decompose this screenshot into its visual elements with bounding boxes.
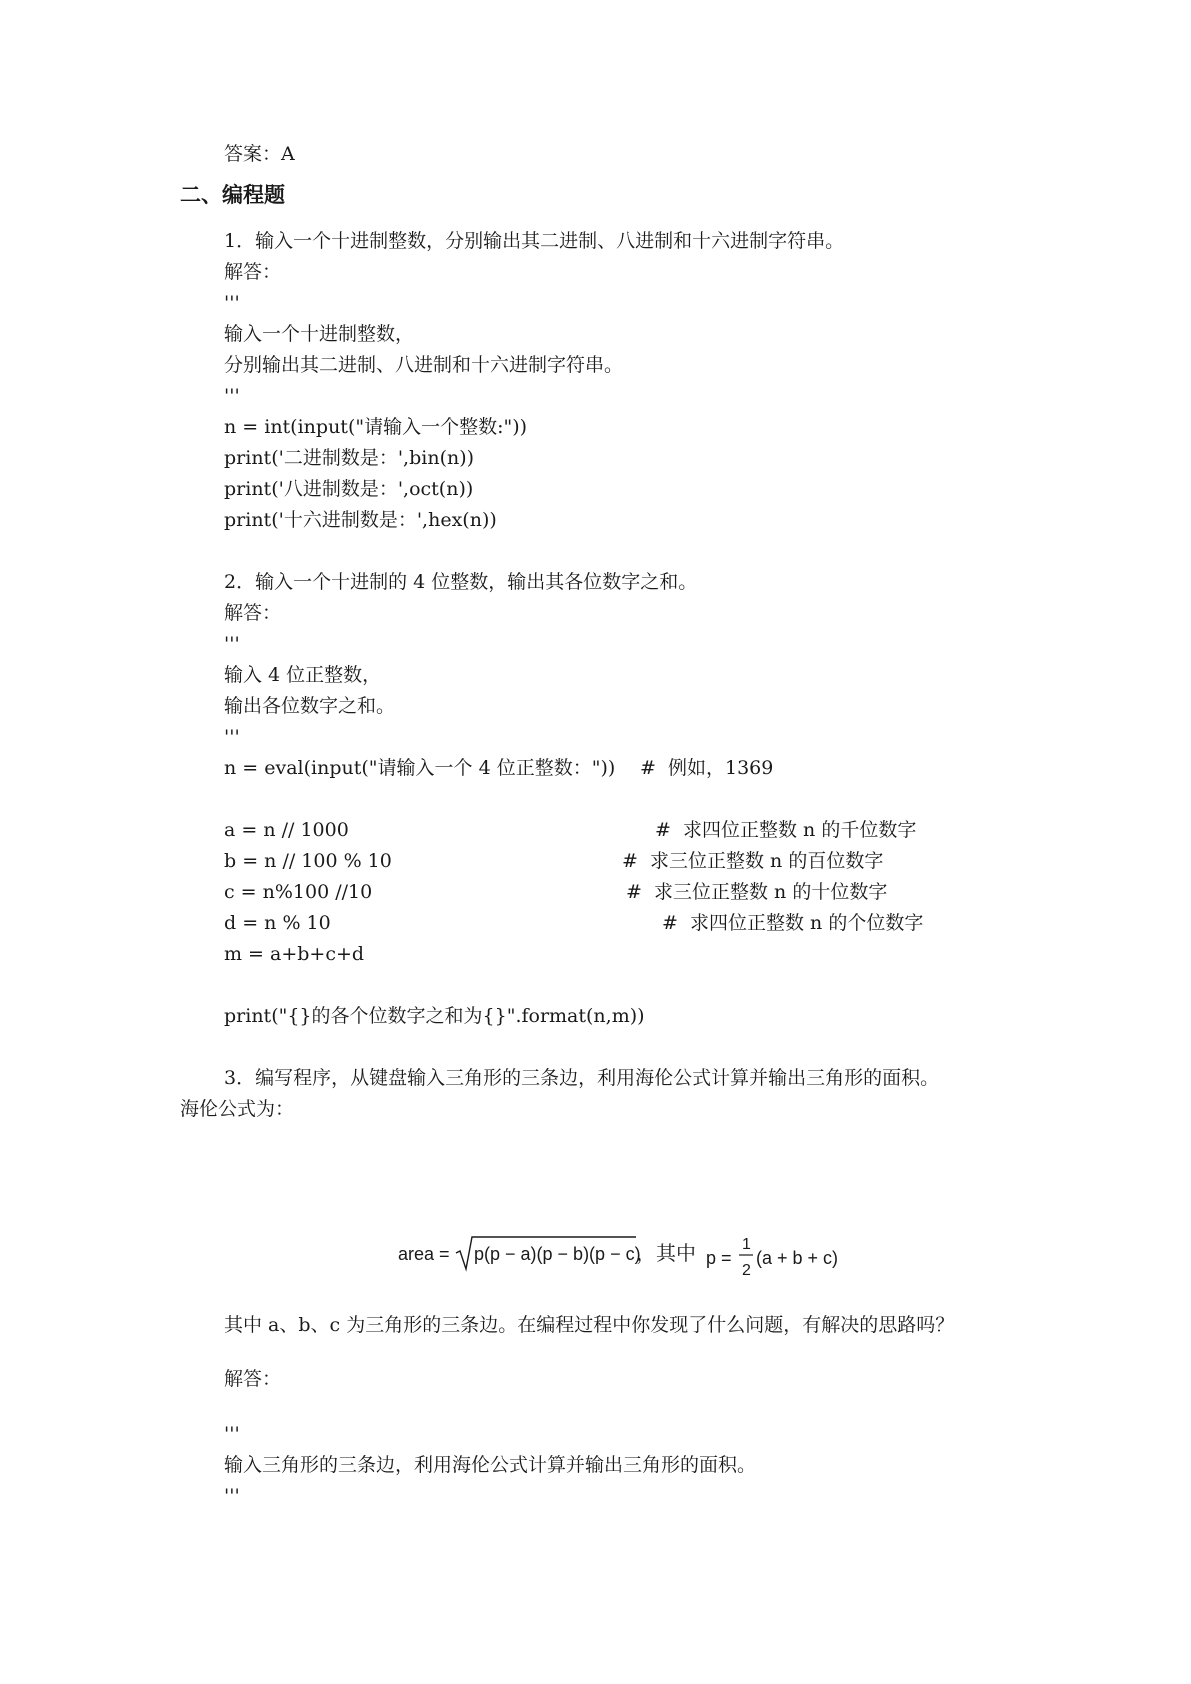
q1-code-line: print('八进制数是：',oct(n)) (224, 478, 474, 500)
q2-assignment-code: b = n // 100 % 10 (224, 850, 392, 872)
q1-code-line: print('十六进制数是：',hex(n)) (224, 509, 497, 531)
formula-lhs: area = (398, 1244, 450, 1264)
q1-doc-quote-open: ''' (224, 292, 240, 314)
formula-frac-num: 1 (742, 1236, 751, 1253)
q2-doc-line2: 输出各位数字之和。 (224, 695, 396, 717)
q1-answer-label: 解答： (224, 261, 282, 283)
formula-separator: ，其中 (636, 1243, 696, 1265)
formula-p-lhs: p = (706, 1248, 732, 1268)
q3-doc-quote-close: ''' (224, 1485, 240, 1507)
q1-doc-quote-close: ''' (224, 385, 240, 407)
q2-assignment-comment: # 求三位正整数 n 的百位数字 (622, 850, 884, 872)
q2-doc-quote-close: ''' (224, 726, 240, 748)
heron-formula (398, 1227, 848, 1293)
q2-assignment-comment: # 求四位正整数 n 的个位数字 (662, 912, 924, 934)
q2-print-line: print("{}的各个位数字之和为{}".format(n,m)) (224, 1005, 645, 1027)
q1-title: 1．输入一个十进制整数，分别输出其二进制、八进制和十六进制字符串。 (224, 230, 845, 252)
q2-doc-line1: 输入 4 位正整数， (224, 664, 382, 686)
section-title: 二、编程题 (180, 183, 285, 207)
q3-title-line1: 3．编写程序，从键盘输入三角形的三条边，利用海伦公式计算并输出三角形的面积。 (224, 1067, 940, 1089)
q1-code-line: n = int(input("请输入一个整数:")) (224, 416, 528, 438)
q2-assignment-comment: # 求三位正整数 n 的十位数字 (626, 881, 888, 903)
q3-doc-line1: 输入三角形的三条边，利用海伦公式计算并输出三角形的面积。 (224, 1454, 757, 1476)
q3-answer-label: 解答： (224, 1368, 282, 1390)
q2-assignment-code: a = n // 1000 (224, 819, 349, 841)
q2-sum-line: m = a+b+c+d (224, 943, 365, 965)
q3-doc-quote-open: ''' (224, 1423, 240, 1445)
q1-doc-line1: 输入一个十进制整数， (224, 323, 415, 345)
q2-answer-label: 解答： (224, 602, 282, 624)
answer-line: 答案：A (224, 143, 295, 165)
formula-frac-den: 2 (742, 1262, 751, 1279)
q2-assignment-comment: # 求四位正整数 n 的千位数字 (655, 819, 917, 841)
q2-title: 2．输入一个十进制的 4 位整数，输出其各位数字之和。 (224, 571, 698, 593)
q2-assignment-code: c = n%100 //10 (224, 881, 373, 903)
q2-input-comment: # 例如，1369 (640, 757, 774, 779)
q1-code-line: print('二进制数是：',bin(n)) (224, 447, 475, 469)
q3-title-line2: 海伦公式为： (180, 1098, 295, 1120)
q1-doc-line2: 分别输出其二进制、八进制和十六进制字符串。 (224, 354, 624, 376)
q3-note: 其中 a、b、c 为三角形的三条边。在编程过程中你发现了什么问题，有解决的思路吗？ (224, 1314, 955, 1336)
q2-assignment-code: d = n % 10 (224, 912, 331, 934)
q2-doc-quote-open: ''' (224, 633, 240, 655)
formula-radicand: p(p − a)(p − b)(p − c) (474, 1244, 641, 1264)
q2-input-line: n = eval(input("请输入一个 4 位正整数：")) (224, 757, 616, 779)
formula-p-rhs: (a + b + c) (756, 1248, 839, 1268)
